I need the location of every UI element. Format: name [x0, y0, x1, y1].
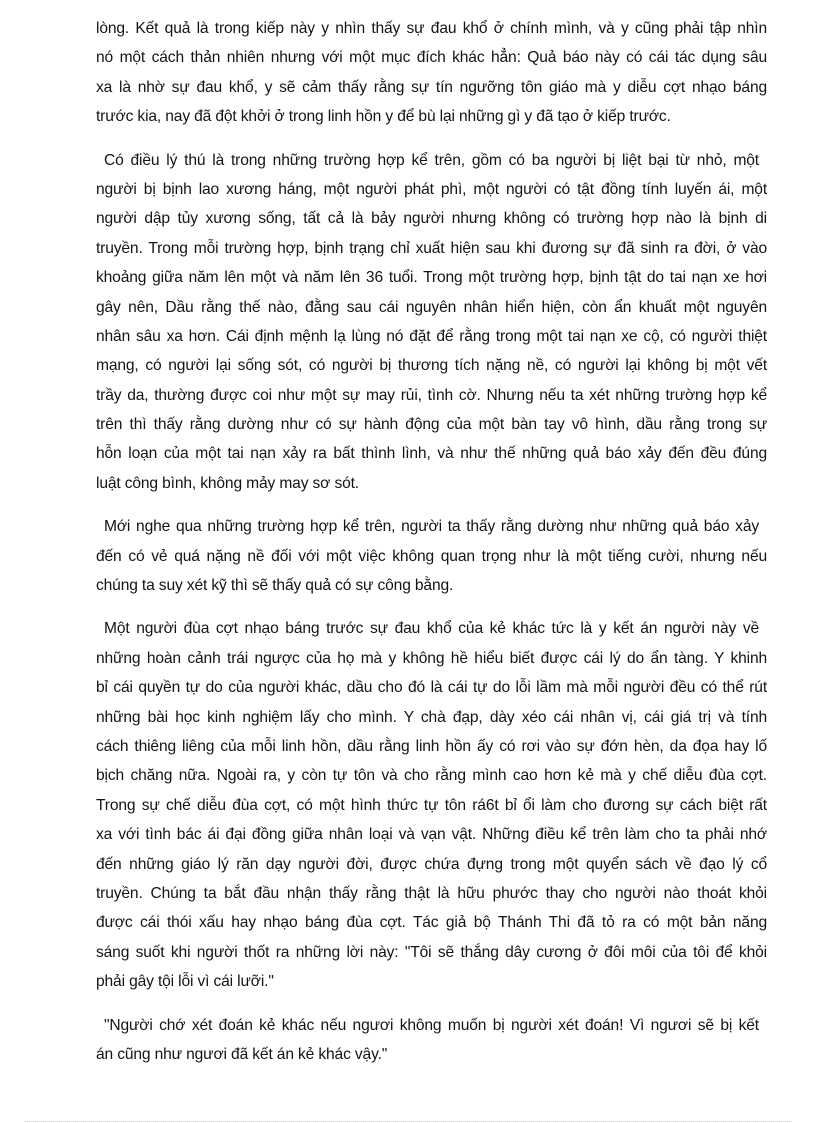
text-line: sáng suốt khi người thốt ra những lời này: "Tôi sẽ thắng dây cương ở đôi môi của tôi để khỏi	[96, 943, 767, 961]
text-line: những hoàn cảnh trái ngược của họ mà y không hề hiểu biết được cái lý do ẩn tàng. Y khinh	[96, 649, 767, 667]
text-line: luật công bình, không mảy may sơ sót.	[96, 474, 359, 492]
text-line: khoảng giữa năm lên một và năm lên 36 tuổi. Trong một trường hợp, bịnh tật do tai nạn xe hơi	[96, 269, 767, 287]
text-line: được cái thói xấu hay nhạo báng đùa cợt. Tác giả bộ Thánh Thi đã tỏ ra có một bản năng	[96, 914, 767, 932]
text-line: án cũng như ngươi đã kết án kẻ khác vậy."	[96, 1045, 388, 1063]
text-line: Một người đùa cợt nhạo báng trước sự đau khổ của kẻ khác tức là y kết án người này về	[104, 620, 759, 638]
text-line: bịch chăng nữa. Ngoài ra, y còn tự tôn và cho rằng mình cao hơn kẻ mà y chế diễu đùa cợt.	[96, 767, 767, 785]
text-line: hỗn loạn của một tai nạn xảy ra bất thình lình, và như thế những quả báo xảy đến đều đúng	[96, 445, 767, 463]
text-line: những bài học kinh nghiệm lấy cho mình. Y chà đạp, dày xéo cái nhân vị, cái giá trị và tính	[96, 708, 767, 726]
paragraph-4	[96, 614, 767, 996]
text-line: trầy da, thường được coi như một sự may rủi, tình cờ. Nhưng nếu ta xét những trường hợp kể	[96, 386, 767, 404]
text-line: nó một cách thản nhiên nhưng với một mục đích khác hẳn: Quả báo này có cái tác dụng sâu	[96, 49, 767, 67]
text-line: người bị bịnh lao xương háng, một người phát phì, một người có tật đồng tính luyến ái, một	[96, 180, 767, 198]
text-line: đến những giáo lý răn dạy người đời, được chứa đựng trong một quyển sách về đạo lý cổ	[96, 855, 767, 873]
text-line: trước kia, nay đã đột khởi ở trong linh hồn y để bù lại những gì y đã tạo ở kiếp trước.	[96, 108, 671, 126]
paragraph-1	[96, 14, 767, 132]
text-line: chúng ta suy xét kỹ thì sẽ thấy quả có sự công bằng.	[96, 577, 454, 595]
text-line: Trong sự chế diễu đùa cợt, có một hình thức tự tôn rá6t bỉ ổi làm cho đương sự cách biệt rất	[96, 796, 767, 814]
page-bottom-dotted-divider	[25, 1121, 792, 1122]
text-line: Có điều lý thú là trong những trường hợp kể trên, gồm có ba người bị liệt bại từ nhỏ, một	[104, 151, 759, 169]
text-line: bỉ cái quyền tự do của người khác, dầu cho đó là cái tự do lỗi lầm mà mỗi người đều có thể rút	[96, 679, 767, 697]
text-line: xa là nhờ sự đau khổ, y sẽ cảm thấy rằng sự tín ngưỡng tôn giáo mà y diễu cợt nhạo báng	[96, 78, 767, 96]
text-line: truyền. Chúng ta bắt đầu nhận thấy rằng thật là hữu phước thay cho người nào thoát khỏi	[96, 884, 767, 902]
text-line: "Người chớ xét đoán kẻ khác nếu ngươi không muốn bị người xét đoán! Vì ngươi sẽ bị kết	[104, 1016, 759, 1034]
text-line: mạng, có người lại sống sót, có người bị thương tích nặng nề, có người lại không bị một vết	[96, 357, 767, 375]
paragraph-3	[96, 512, 767, 600]
text-line: xa với tình bác ái đại đồng giữa nhân loại và vạn vật. Những điều kể trên làm cho ta phải nhớ	[96, 826, 767, 844]
text-line: đến có vẻ quá nặng nề đối với một việc không quan trọng như là một tiếng cười, nhưng nếu	[96, 547, 767, 565]
paragraph-5	[96, 1011, 767, 1070]
text-line: phải gây tội lỗi vì cái lưỡi."	[96, 973, 274, 991]
document-page	[96, 14, 767, 1083]
text-line: lòng. Kết quả là trong kiếp này y nhìn thấy sự đau khổ ở chính mình, và y cũng phải tập nhìn	[96, 20, 767, 37]
paragraph-2	[96, 146, 767, 499]
text-line: gây nên, Dầu rằng thế nào, đằng sau cái nguyên nhân hiển hiện, còn ẩn khuất một nguyên	[96, 298, 767, 316]
text-line: cách thiêng liêng của mỗi linh hồn, dầu rằng linh hồn ấy có rơi vào sự đớn hèn, da đọa hay lố	[96, 737, 767, 755]
text-line: nhân sâu xa hơn. Cái định mệnh lạ lùng nó đặt để rằng trong một tai nạn xe cộ, có người thiệt	[96, 327, 767, 345]
text-line: Mới nghe qua những trường hợp kể trên, người ta thấy rằng dường như những quả báo xảy	[104, 518, 759, 536]
text-line: truyền. Trong mỗi trường hợp, bịnh trạng chỉ xuất hiện sau khi đương sự đã sinh ra đời, ở vào	[96, 239, 767, 257]
text-line: người dập tủy xương sống, tất cả là bảy người nhưng không có trường hợp nào là bịnh di	[96, 210, 767, 228]
text-line: trên thì thấy rằng dường như có sự hành động của một bàn tay vô hình, dầu rằng trong sự	[96, 416, 767, 434]
